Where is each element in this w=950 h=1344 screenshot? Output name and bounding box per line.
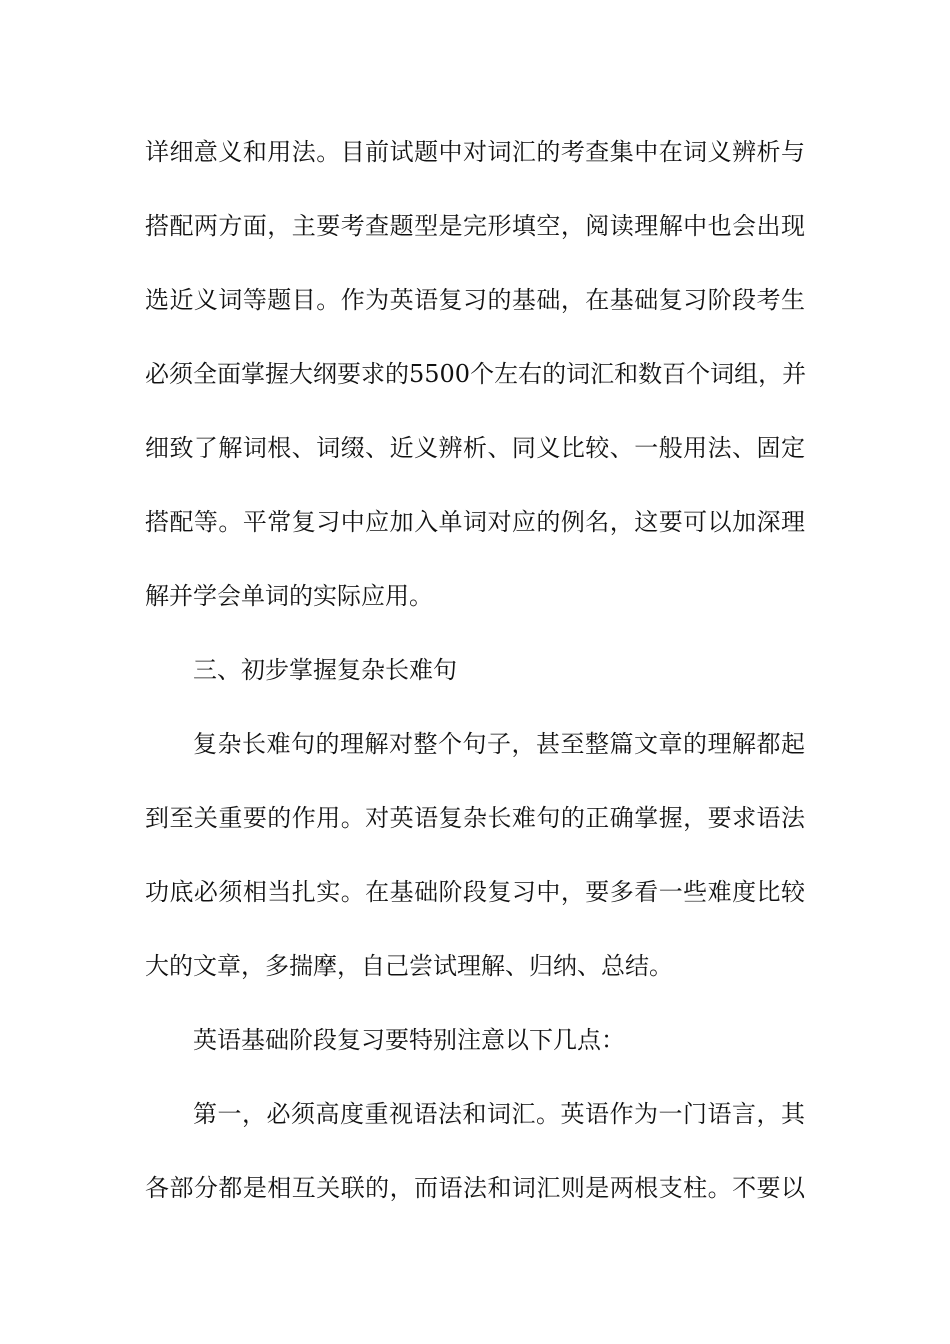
text-line: 搭配等。平常复习中应加入单词对应的例名，这要可以加深理 <box>145 508 805 536</box>
text-line: 大的文章，多揣摩，自己尝试理解、归纳、总结。 <box>145 952 673 980</box>
text-line: 解并学会单词的实际应用。 <box>145 582 433 610</box>
text-line: 各部分都是相互关联的，而语法和词汇则是两根支柱。不要以 <box>145 1174 805 1202</box>
text-line: 复杂长难句的理解对整个句子，甚至整篇文章的理解都起 <box>193 730 805 758</box>
text-line: 详细意义和用法。目前试题中对词汇的考查集中在词义辨析与 <box>145 138 805 166</box>
text-line: 搭配两方面，主要考查题型是完形填空，阅读理解中也会出现 <box>145 212 805 240</box>
text-line: 功底必须相当扎实。在基础阶段复习中，要多看一些难度比较 <box>145 878 805 906</box>
text-line: 第一，必须高度重视语法和词汇。英语作为一门语言，其 <box>193 1100 805 1128</box>
text-line: 选近义词等题目。作为英语复习的基础，在基础复习阶段考生 <box>145 286 805 314</box>
text-line: 必须全面掌握大纲要求的5500个左右的词汇和数百个词组，并 <box>145 360 807 388</box>
section-heading: 三、初步掌握复杂长难句 <box>193 656 457 684</box>
text-line: 细致了解词根、词缀、近义辨析、同义比较、一般用法、固定 <box>145 434 805 462</box>
text-line: 到至关重要的作用。对英语复杂长难句的正确掌握，要求语法 <box>145 804 805 832</box>
text-line: 英语基础阶段复习要特别注意以下几点： <box>193 1026 625 1054</box>
